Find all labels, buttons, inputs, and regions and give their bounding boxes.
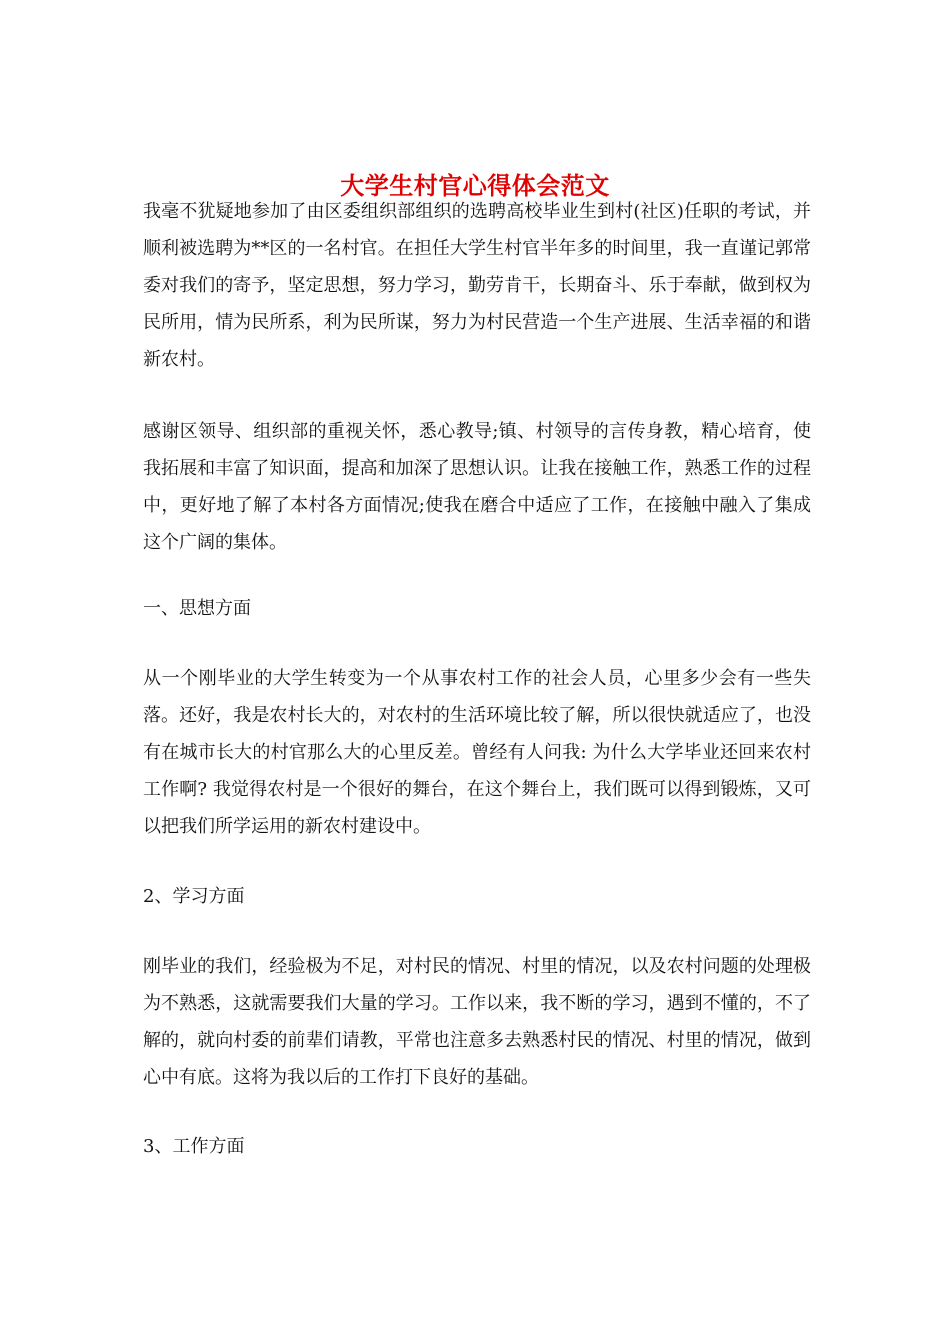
intro-paragraph: 我毫不犹疑地参加了由区委组织部组织的选聘高校毕业生到村(社区)任职的考试，并顺利被选聘为**区的一名村官。在担任大学生村官半年多的时间里，我一直谨记郭常委对我们的寄予，坚定思想，努力学习，勤劳肯干，长期奋斗、乐于奉献，做到权为民所用，情为民所系，利为民所谋，努力为村民营造一个生产进展、生活幸福的和谐新农村。 <box>143 201 811 370</box>
document-title: 大学生村官心得体会范文 <box>340 171 610 201</box>
section-heading-study: 2、学习方面 <box>143 886 245 907</box>
thought-paragraph: 从一个刚毕业的大学生转变为一个从事农村工作的社会人员，心里多少会有一些失落。还好，我是农村长大的，对农村的生活环境比较了解，所以很快就适应了，也没有在城市长大的村官那么大的心里反差。曾经有人问我: 为什么大学毕业还回来农村工作啊? 我觉得农村是一个很好的舞台，在这个舞台上，我们既可以得到锻炼，又可以把我们所学运用的新农村建设中。 <box>143 668 811 837</box>
section-heading-work: 3、工作方面 <box>143 1136 245 1157</box>
thanks-paragraph: 感谢区领导、组织部的重视关怀，悉心教导;镇、村领导的言传身教，精心培育，使我拓展和丰富了知识面，提高和加深了思想认识。让我在接触工作，熟悉工作的过程中，更好地了解了本村各方面情况;使我在磨合中适应了工作，在接触中融入了集成这个广阔的集体。 <box>143 421 811 553</box>
study-paragraph: 刚毕业的我们，经验极为不足，对村民的情况、村里的情况，以及农村问题的处理极为不熟悉，这就需要我们大量的学习。工作以来，我不断的学习，遇到不懂的，不了解的，就向村委的前辈们请教，平常也注意多去熟悉村民的情况、村里的情况，做到心中有底。这将为我以后的工作打下良好的基础。 <box>143 956 811 1088</box>
section-heading-thought: 一、思想方面 <box>143 598 251 619</box>
